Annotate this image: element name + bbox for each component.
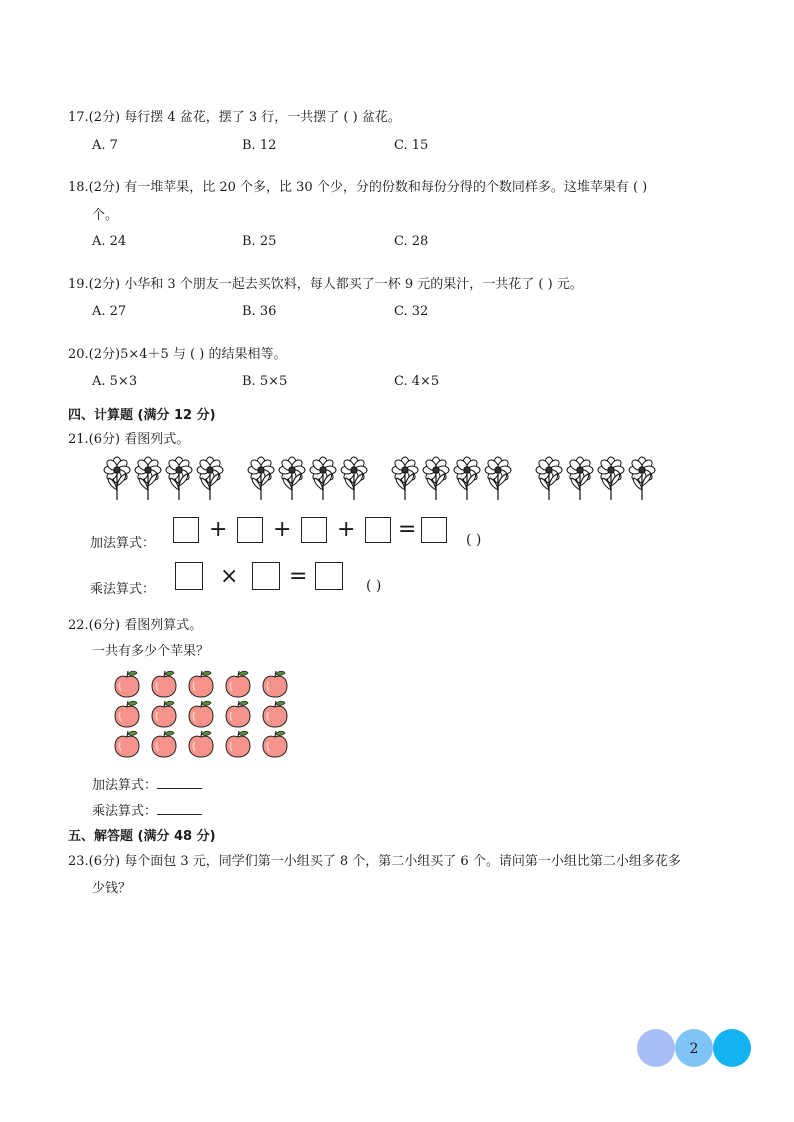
section-4-title: 四、计算题 (满分 12 分): [68, 408, 216, 423]
flower-1-1: [104, 457, 130, 500]
q19-option-a: A. 27: [92, 304, 127, 319]
section-5-title: 五、解答题 (满分 48 分): [68, 829, 216, 844]
q21-add-box-4[interactable]: [365, 517, 391, 543]
question-22: 22.(6分) 看图列算式。: [68, 618, 203, 633]
apple-r3-c2: [152, 731, 176, 757]
q21-mul-unit-paren[interactable]: ( ): [366, 578, 382, 594]
circle-right-decoration: [713, 1029, 751, 1067]
times-sign: ×: [220, 564, 239, 589]
q18-option-c: C. 28: [394, 234, 429, 249]
apple-r2-c3: [189, 701, 213, 727]
q17-option-c: C. 15: [394, 138, 429, 153]
q22-multiplication-blank[interactable]: [157, 802, 202, 815]
flower-1-3: [166, 457, 192, 500]
apple-r2-c2: [152, 701, 176, 727]
q19-option-b: B. 36: [242, 304, 277, 319]
apple-r1-c2: [152, 671, 176, 697]
equals-sign: =: [289, 564, 308, 589]
apple-r1-c5: [263, 671, 287, 697]
apple-r1-c4: [226, 671, 250, 697]
q19-option-c: C. 32: [394, 304, 429, 319]
flower-picture: [100, 454, 680, 502]
flower-4-3: [598, 457, 624, 500]
flower-3-2: [423, 457, 449, 500]
equals-sign: =: [398, 517, 417, 542]
apple-r3-c4: [226, 731, 250, 757]
apple-r2-c5: [263, 701, 287, 727]
apple-r3-c1: [115, 731, 139, 757]
page-number: 2: [689, 1041, 699, 1057]
question-23-cont: 少钱？: [92, 881, 132, 896]
apple-r3-c3: [189, 731, 213, 757]
q17-option-a: A. 7: [92, 138, 118, 153]
q21-addition-label: 加法算式：: [90, 536, 156, 551]
q22-multiplication-row: [92, 800, 202, 819]
flower-4-1: [536, 457, 562, 500]
plus-sign: +: [337, 517, 356, 542]
q21-multiplication-label: 乘法算式：: [90, 582, 156, 597]
q22-addition-label: 加法算式：: [92, 778, 158, 793]
flower-1-2: [135, 457, 161, 500]
question-21: 21.(6分) 看图列式。: [68, 432, 190, 447]
flower-3-4: [485, 457, 511, 500]
flower-3-1: [392, 457, 418, 500]
flower-3-3: [454, 457, 480, 500]
apple-r2-c4: [226, 701, 250, 727]
q21-add-box-1[interactable]: [173, 517, 199, 543]
q21-mul-result-box[interactable]: [315, 562, 343, 590]
apple-picture: [112, 668, 292, 760]
q22-addition-blank[interactable]: [157, 776, 202, 789]
question-19: 19.(2分) 小华和 3 个朋友一起去买饮料，每人都买了一杯 9 元的果汁，一共花了 ( ) 元。: [68, 277, 583, 292]
flower-2-1: [248, 457, 274, 500]
q20-option-a: A. 5×3: [92, 374, 138, 389]
plus-sign: +: [209, 517, 228, 542]
q21-add-unit-paren[interactable]: ( ): [466, 532, 482, 548]
question-17: 17.(2分) 每行摆 4 盆花，摆了 3 行，一共摆了 ( ) 盆花。: [68, 110, 401, 125]
question-20: 20.(2分)5×4＋5 与 ( ) 的结果相等。: [68, 347, 287, 362]
flower-4-2: [567, 457, 593, 500]
page-number-badge: [636, 1028, 752, 1068]
q22-addition-row: [92, 774, 202, 793]
flower-2-2: [279, 457, 305, 500]
q21-mul-box-2[interactable]: [252, 562, 280, 590]
apple-r3-c5: [263, 731, 287, 757]
q21-add-result-box[interactable]: [421, 517, 447, 543]
q17-option-b: B. 12: [242, 138, 277, 153]
question-23: 23.(6分) 每个面包 3 元，同学们第一小组买了 8 个，第二小组买了 6 个。请问第一小组比第二小组多花多: [68, 854, 681, 869]
question-22-prompt: 一共有多少个苹果？: [92, 644, 210, 659]
question-18-cont: 个。: [92, 208, 119, 223]
circle-left-decoration: [637, 1029, 675, 1067]
q22-multiplication-label: 乘法算式：: [92, 804, 158, 819]
flower-2-3: [310, 457, 336, 500]
flower-2-4: [341, 457, 367, 500]
flower-4-4: [629, 457, 655, 500]
apple-r1-c3: [189, 671, 213, 697]
question-18: 18.(2分) 有一堆苹果，比 20 个多，比 30 个少，分的份数和每份分得的个数同样多。这堆苹果有 ( ): [68, 180, 648, 195]
q21-mul-box-1[interactable]: [175, 562, 203, 590]
q21-add-box-3[interactable]: [301, 517, 327, 543]
q20-option-c: C. 4×5: [394, 374, 440, 389]
apple-r2-c1: [115, 701, 139, 727]
q18-option-b: B. 25: [242, 234, 277, 249]
apple-r1-c1: [115, 671, 139, 697]
q18-option-a: A. 24: [92, 234, 127, 249]
q20-option-b: B. 5×5: [242, 374, 288, 389]
plus-sign: +: [273, 517, 292, 542]
q21-add-box-2[interactable]: [237, 517, 263, 543]
flower-1-4: [197, 457, 223, 500]
